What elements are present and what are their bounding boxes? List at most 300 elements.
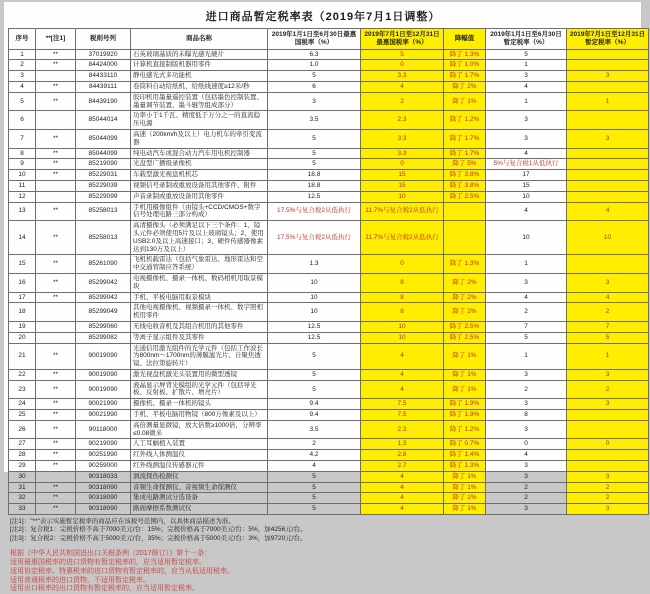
table-row [9,71,649,82]
table-cell: 21 [9,343,36,369]
table-cell: 85299042 [76,292,131,303]
table-cell: 1.3 [268,255,361,274]
table-header-row [9,29,649,50]
table-cell: 3 [486,111,567,130]
table-cell: 90259000 [76,461,131,472]
table-cell: 12.5 [268,321,361,332]
table-cell: 17.5%与复合税2从低执行 [268,221,361,255]
table-cell: 22 [9,369,36,380]
table-row [9,191,649,202]
table-cell: 20 [9,332,36,343]
table-cell [36,321,76,332]
table-cell [567,410,649,421]
table-cell: 4 [9,81,36,92]
table-cell: 13 [9,202,36,221]
table-cell: 5 [486,332,567,343]
table-cell: ** [36,60,76,71]
column-header: 2019年1月1日至6月30日暂定税率（%） [486,29,567,50]
table-cell: 降了 1% [444,92,486,111]
table-cell: 5 [268,343,361,369]
footnotes [10,518,640,543]
table-cell: 等离子显示组件及其零件 [131,332,268,343]
table-cell: 3 [567,71,649,82]
table-cell: 降了 1% [444,343,486,369]
table-cell: 1 [9,49,36,60]
table-cell: 降了 5% [444,159,486,170]
table-cell: 3 [567,504,649,515]
table-cell: 1.0 [268,60,361,71]
footnote-3: [注3]：复合税2：完税价格不高于5000美元/台，35%；完税价格高于5000美元/台：3%，加9720元/台。 [10,534,307,542]
table-cell: 4 [361,493,444,504]
table-cell: 降了 1.9% [444,399,486,410]
table-cell [567,255,649,274]
table-cell: 85219090 [76,159,131,170]
table-cell: 降了 1.0% [444,60,486,71]
table-row [9,399,649,410]
table-cell: 4 [361,380,444,399]
table-cell: 5 [9,92,36,111]
table-cell: 85299042 [76,273,131,292]
table-cell: 2 [567,482,649,493]
table-cell: 1 [486,255,567,274]
table-cell [567,49,649,60]
table-cell: 手机、平板电脑用取景模块 [131,292,268,303]
table-cell: ** [36,410,76,421]
table-cell: 降了 1.3% [444,461,486,472]
table-cell: 10 [567,221,649,255]
table-cell: 降了 2% [444,303,486,322]
table-cell: 降了 1.9% [444,410,486,421]
table-cell: 0 [361,159,444,170]
table-cell: 84433110 [76,71,131,82]
table-row [9,493,649,504]
table-cell: ** [36,159,76,170]
table-cell: 3 [486,399,567,410]
table-cell: 4 [361,81,444,92]
table-cell: 18.8 [268,180,361,191]
table-cell: 8 [361,292,444,303]
table-cell: 12.5 [268,332,361,343]
table-cell: 激光视盘机激光头装置用的微型透镜 [131,369,268,380]
table-cell: 无线电收音机及其组合机用的其他零件 [131,321,268,332]
table-cell: 3 [486,273,567,292]
table-cell: 1.3 [361,439,444,450]
table-cell: ** [36,81,76,92]
table-cell: 4 [486,148,567,159]
table-cell: 4 [361,504,444,515]
table-cell: 2 [567,380,649,399]
legal-line-1: 适用最惠国税率的进口货物有暂定税率的，应当适用暂定税率。 [10,559,206,567]
table-cell: 红外线人体测温仪 [131,450,268,461]
table-cell: 10 [361,321,444,332]
table-cell: 电视摄像机、摄录一体机、数码相机用取景模块 [131,273,268,292]
table-cell: 7 [567,321,649,332]
table-cell: 85044014 [76,111,131,130]
table-cell: 18.8 [268,170,361,181]
table-cell: 12.5 [268,191,361,202]
table-cell: 2 [9,60,36,71]
table-cell: 红外线测温仪传感器元件 [131,461,268,472]
column-header: 降幅值 [444,29,486,50]
table-cell: 胶印机用墨量遥控装置（包括墨色控制装置、墨量调节装置、墨斗辊等组成部分） [131,92,268,111]
table-cell: 17 [486,170,567,181]
table-cell: 9.4 [268,399,361,410]
table-cell: 28 [9,450,36,461]
table-cell: 85261090 [76,255,131,274]
table-cell: 3 [486,71,567,82]
table-cell: 27 [9,439,36,450]
table-row [9,303,649,322]
table-cell: 5 [268,71,361,82]
table-cell: 降了 1.2% [444,111,486,130]
table-cell: ** [36,202,76,221]
table-cell: 26 [9,420,36,439]
table-cell: 30 [9,471,36,482]
table-cell [567,420,649,439]
table-cell: 10 [486,191,567,202]
table-cell: 5 [268,493,361,504]
table-cell: 集成电路测试分选设备 [131,493,268,504]
table-cell: 5 [268,482,361,493]
table-cell: 2 [486,380,567,399]
table-cell: 2 [268,439,361,450]
column-header: 序号 [9,29,36,50]
table-cell: 3 [567,471,649,482]
table-cell: 光盘型广播级录像机 [131,159,268,170]
table-cell: 1 [486,60,567,71]
table-row [9,255,649,274]
table-cell: 84424000 [76,60,131,71]
table-cell: 37019920 [76,49,131,60]
table-row [9,450,649,461]
table-cell: 降了 1.4% [444,450,486,461]
table-cell: 11 [9,180,36,191]
table-cell: 液晶显示屏背光模组的光学元件（包括导光板、反射板、扩散片、增亮片） [131,380,268,399]
table-cell: 3 [486,129,567,148]
table-cell: 3 [567,399,649,410]
table-cell: ** [36,482,76,493]
table-cell: 85229099 [76,191,131,202]
footnote-2: [注2]：复合税1：完税价格不高于7000美元/台：15%；完税价格高于7000美元/台：5%，加4256元/台。 [10,526,307,534]
table-cell [567,60,649,71]
table-cell: 7 [486,321,567,332]
table-cell [567,81,649,92]
table-cell: 23 [9,380,36,399]
table-cell: 2.3 [361,420,444,439]
table-cell: 3 [486,461,567,472]
table-cell: 90318090 [76,493,131,504]
table-cell: 3 [567,129,649,148]
table-cell: 24 [9,399,36,410]
table-cell: 4 [268,461,361,472]
table-cell: 1 [486,343,567,369]
table-row [9,159,649,170]
table-cell: 10 [486,221,567,255]
table-row [9,221,649,255]
table-cell: 人工耳蜗植入装置 [131,439,268,450]
table-cell: ** [36,292,76,303]
table-cell [567,159,649,170]
table-cell: 2.3 [361,111,444,130]
table-cell: ** [36,221,76,255]
table-cell: 84439111 [76,81,131,92]
table-cell: 3.3 [361,129,444,148]
table-cell: 3.5 [268,420,361,439]
table-cell [36,111,76,130]
table-cell: 90318090 [76,504,131,515]
table-row [9,170,649,181]
table-cell [36,471,76,482]
table-cell: 85258013 [76,221,131,255]
table-row [9,332,649,343]
table-cell: 2.8 [361,450,444,461]
table-row [9,504,649,515]
table-cell: 9.4 [268,410,361,421]
table-cell: 降了 2.5% [444,321,486,332]
table-cell: 降了 1.3% [444,49,486,60]
table-cell: 卷筒料自动给纸机、给纸线速度≥12米/秒 [131,81,268,92]
table-cell: 17 [9,292,36,303]
table-cell: 静电感光式多功能机 [131,71,268,82]
table-cell: 90118000 [76,420,131,439]
table-cell: 25 [9,410,36,421]
table-cell: 5 [361,49,444,60]
table-cell: 8 [361,303,444,322]
table-cell: 降了 2.5% [444,191,486,202]
table-cell: 3 [268,92,361,111]
table-cell: 3 [486,471,567,482]
tariff-table [8,28,649,515]
table-cell: ** [36,343,76,369]
table-cell: 90019090 [76,369,131,380]
table-cell [36,303,76,322]
table-cell: 4 [486,202,567,221]
table-cell: ** [36,493,76,504]
table-cell: 高倍测量显微镜，放大倍数≥1000倍，分辨率≤0.08微米 [131,420,268,439]
table-row [9,343,649,369]
table-cell: 16 [9,273,36,292]
table-cell: 0 [361,255,444,274]
table-cell: 0 [486,439,567,450]
table-cell [36,332,76,343]
table-cell: 15 [486,180,567,191]
column-header: 税则号列 [76,29,131,50]
table-cell: 90219090 [76,439,131,450]
table-cell [567,148,649,159]
table-row [9,420,649,439]
table-cell: 2 [361,92,444,111]
table-cell: 降了 1.2% [444,420,486,439]
table-cell: ** [36,148,76,159]
table-cell: 0 [361,60,444,71]
table-cell: 18 [9,303,36,322]
table-cell: 3 [486,420,567,439]
table-cell: 1 [486,92,567,111]
table-cell: 降了 3.8% [444,170,486,181]
table-cell: 功率小于1千瓦、精度低于万分之一的直流稳压电源 [131,111,268,130]
table-row [9,81,649,92]
column-header: 2019年7月1日至12月31日最惠国税率（%） [361,29,444,50]
table-cell [567,180,649,191]
document-page [4,2,646,593]
table-cell: 纯电动汽车或混合动力汽车用电机控制器 [131,148,268,159]
table-row [9,410,649,421]
table-cell: ** [36,369,76,380]
table-cell: 摄像机、摄录一体机的镜头 [131,399,268,410]
table-cell: 11.7%与复合税2从低执行 [361,221,444,255]
table-cell: 10 [361,191,444,202]
table-cell: 其他电视摄像机、视频摄录一体机、数字照相机用零件 [131,303,268,322]
table-cell: 6.3 [268,49,361,60]
table-cell: 手机用摄像组件（由镜头+CCD/CMOS+数字信号处理电路三部分构成） [131,202,268,221]
table-cell: 85299060 [76,321,131,332]
table-row [9,180,649,191]
table-row [9,471,649,482]
table-cell: 10 [361,332,444,343]
table-cell: 7 [9,129,36,148]
table-cell: 4 [567,292,649,303]
table-cell: 19 [9,321,36,332]
table-cell: 降了 0.7% [444,439,486,450]
table-cell: 石英玻璃基质的未曝光感光硬片 [131,49,268,60]
table-cell: 降了 2% [444,81,486,92]
table-cell: 17.5%与复合税2从低执行 [268,202,361,221]
table-cell: 3 [567,273,649,292]
table-cell: 85044099 [76,129,131,148]
table-cell: 3 [9,71,36,82]
column-header: 2019年1月1日至6月30日最惠国税率（%） [268,29,361,50]
table-row [9,148,649,159]
table-cell: 2 [567,303,649,322]
table-cell [36,71,76,82]
table-cell [567,461,649,472]
legal-heading: 根据《中华人民共和国进出口关税条例（2017修订）》第十一条： [10,550,212,558]
table-row [9,369,649,380]
table-cell: 29 [9,461,36,472]
legal-line-4: 适用出口税率的出口货物有暂定税率的，应当适用暂定税率。 [10,585,199,593]
table-cell: 3 [567,369,649,380]
table-cell: 5 [268,380,361,399]
table-cell [567,450,649,461]
table-cell: 光通信用激光组件的光学元件（包括工作波长为800nm～1700nm的薄膜滤光片、自聚焦透镜、法拉第旋转片） [131,343,268,369]
table-cell: 音频生命探测仪、音视频生命探测仪 [131,482,268,493]
table-cell: ** [36,420,76,439]
footnote-1: [注1]："**"表示实施暂定税率的商品应在该税号范围内，以具体商品描述为准。 [10,518,235,526]
table-cell: 5 [268,159,361,170]
table-cell: 4 [361,482,444,493]
table-cell: 90251990 [76,450,131,461]
table-cell: 6 [9,111,36,130]
table-cell: ** [36,504,76,515]
table-cell: 3 [486,504,567,515]
table-cell: 路面摩擦系数测试仪 [131,504,268,515]
table-cell: 降了 1% [444,493,486,504]
table-cell [444,202,486,221]
table-row [9,60,649,71]
table-row [9,461,649,472]
table-cell: 2 [486,482,567,493]
table-cell: ** [36,49,76,60]
table-cell: 降了 1% [444,504,486,515]
table-cell: 降了 2% [444,292,486,303]
table-cell: 1 [567,343,649,369]
table-cell: ** [36,399,76,410]
table-cell: 15 [361,180,444,191]
table-cell: ** [36,170,76,181]
table-cell: 15 [361,170,444,181]
table-cell: 10 [268,292,361,303]
table-row [9,321,649,332]
table-cell: 85229039 [76,180,131,191]
table-row [9,273,649,292]
table-cell: 降了 1.7% [444,148,486,159]
table-cell: 5 [268,471,361,482]
table-cell: 5 [486,49,567,60]
table-cell: 降了 1.7% [444,71,486,82]
table-cell: ** [36,450,76,461]
table-cell: 90019090 [76,380,131,399]
table-row [9,292,649,303]
table-row [9,129,649,148]
table-cell: 4 [361,343,444,369]
table-cell: 4 [567,202,649,221]
table-cell: 85044099 [76,148,131,159]
table-cell: 降了 3.8% [444,180,486,191]
table-row [9,439,649,450]
column-header: 商品名称 [131,29,268,50]
table-cell: 11.7%与复合税2从低执行 [361,202,444,221]
table-cell: 8 [361,273,444,292]
table-cell [567,170,649,181]
legal-basis [10,550,640,594]
table-cell: 8 [486,410,567,421]
table-cell: 7.5 [361,399,444,410]
table-cell: 5 [268,129,361,148]
table-cell: 0 [567,439,649,450]
table-cell: ** [36,380,76,399]
legal-line-3: 适用普通税率的进口货物，不适用暂定税率。 [10,576,150,584]
table-cell: 降了 1.3% [444,255,486,274]
table-cell: 降了 1% [444,380,486,399]
table-cell: 5 [567,332,649,343]
table-cell: 2 [486,303,567,322]
table-cell: 6 [268,81,361,92]
table-cell: 5%与复合税1从低执行 [486,159,567,170]
legal-line-2: 适用协定税率、特惠税率的进口货物有暂定税率的，应当从低适用税率。 [10,567,234,575]
table-cell: 90021990 [76,410,131,421]
table-cell: 5 [268,504,361,515]
table-cell: ** [36,273,76,292]
table-row [9,49,649,60]
table-cell: 8 [9,148,36,159]
table-cell: 降了 2.5% [444,332,486,343]
table-cell: 85299082 [76,332,131,343]
table-cell: 90021990 [76,399,131,410]
table-cell: 10 [268,303,361,322]
table-cell: 31 [9,482,36,493]
table-cell: 高速（200km/h及以上）电力机车的牵引变流器 [131,129,268,148]
table-cell: 车载型激光视盘机机芯 [131,170,268,181]
table-cell [36,180,76,191]
table-cell: 10 [268,273,361,292]
table-cell: 5 [268,369,361,380]
table-cell: 9 [9,159,36,170]
table-cell: 3.3 [361,148,444,159]
table-cell: 90318090 [76,482,131,493]
column-header: **[注1] [36,29,76,50]
table-cell: 涡流探伤检测仪 [131,471,268,482]
table-cell: 4 [486,292,567,303]
